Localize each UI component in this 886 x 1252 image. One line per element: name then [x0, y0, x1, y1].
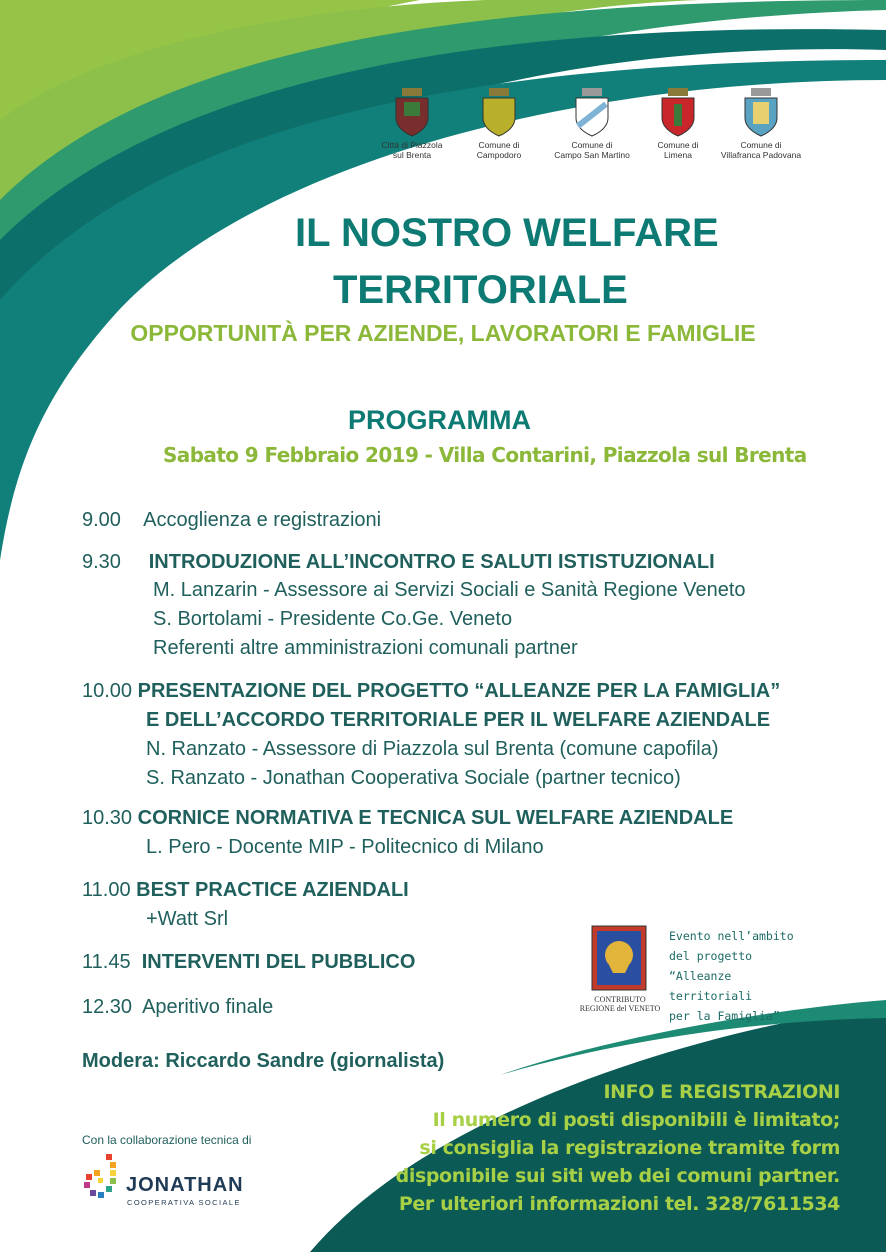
- crest-campo-san-martino-label-1: Comune di: [571, 140, 613, 150]
- crest-limena-label-2: Limena: [664, 150, 692, 160]
- speaker: M. Lanzarin - Assessore ai Servizi Sociali e Sanità Regione Veneto: [153, 579, 746, 601]
- item-title: CORNICE NORMATIVA E TECNICA SUL WELFARE AZIENDALE: [137, 807, 734, 829]
- item-title: Accoglienza e registrazioni: [143, 509, 382, 531]
- regione-veneto-contribution: [577, 923, 817, 1023]
- crest-campo-san-martino-icon: [570, 86, 614, 138]
- schedule-item-6: [82, 948, 415, 976]
- crest-villafranca-label-1: Comune di: [740, 140, 782, 150]
- time: 10.30: [82, 807, 133, 829]
- municipal-crests: [372, 86, 812, 176]
- crest-campo-san-martino: [544, 86, 640, 160]
- crest-piazzola: [372, 86, 452, 160]
- collaboration-label: Con la collaborazione tecnica di: [82, 1133, 252, 1147]
- info-line: disponibile sui siti web dei comuni partner.: [395, 1165, 840, 1187]
- jonathan-name: JONATHAN: [126, 1174, 244, 1196]
- crest-piazzola-label-2: sul Brenta: [392, 150, 432, 160]
- time: 12.30: [82, 996, 133, 1018]
- crest-villafranca-label-2: Villafranca Padovana: [720, 150, 802, 160]
- info-line: Il numero di posti disponibili è limitato;: [432, 1109, 840, 1131]
- event-date-venue: Sabato 9 Febbraio 2019 - Villa Contarini, Piazzola sul Brenta: [163, 443, 807, 467]
- crest-campodoro-label-1: Comune di: [478, 140, 520, 150]
- item-title: INTERVENTI DEL PUBBLICO: [141, 951, 416, 973]
- crest-limena-label-1: Comune di: [657, 140, 699, 150]
- speaker: +Watt Srl: [146, 908, 229, 930]
- item-title: BEST PRACTICE AZIENDALI: [136, 879, 409, 901]
- crest-villafranca-icon: [739, 86, 783, 138]
- time: 11.00: [82, 879, 131, 901]
- programma-heading: PROGRAMMA: [348, 405, 531, 435]
- info-registrazioni: [396, 1078, 840, 1218]
- main-title-line-1: IL NOSTRO WELFARE: [295, 211, 719, 255]
- event-note-line: per la Famiglia”: [669, 1009, 780, 1023]
- crest-campodoro-icon: [477, 86, 521, 138]
- subtitle: OPPORTUNITÀ PER AZIENDE, LAVORATORI E FAMIGLIE: [130, 320, 756, 346]
- crest-campodoro: [464, 86, 534, 160]
- item-title: PRESENTAZIONE DEL PROGETTO “ALLEANZE PER LA FAMIGLIA”: [137, 680, 781, 702]
- schedule-item-1: [82, 506, 381, 534]
- speaker: N. Ranzato - Assessore di Piazzola sul Brenta (comune capofila): [146, 738, 719, 760]
- info-heading: INFO E REGISTRAZIONI: [603, 1081, 840, 1103]
- schedule-item-7: [82, 993, 273, 1021]
- item-title-continued: E DELL’ACCORDO TERRITORIALE PER IL WELFARE AZIENDALE: [146, 709, 771, 731]
- time: 10.00: [82, 680, 133, 702]
- speaker: S. Ranzato - Jonathan Cooperativa Sociale (partner tecnico): [146, 767, 681, 789]
- crest-limena-icon: [656, 86, 700, 138]
- logo-caption-line-1: CONTRIBUTO: [594, 995, 646, 1004]
- crest-piazzola-icon: [390, 86, 434, 138]
- speaker: Referenti altre amministrazioni comunali partner: [153, 637, 578, 659]
- event-note-line: “Alleanze territoriali: [669, 969, 753, 1003]
- schedule-item-2: [82, 548, 715, 576]
- item-title: Aperitivo finale: [142, 996, 274, 1018]
- regione-veneto-caption: [575, 995, 665, 1013]
- jonathan-subtitle: COOPERATIVA SOCIALE: [127, 1198, 241, 1207]
- time: 9.30: [82, 551, 121, 573]
- crest-campodoro-label-2: Campodoro: [476, 150, 522, 160]
- jonathan-logo: [80, 1152, 260, 1212]
- crest-limena: [648, 86, 708, 160]
- info-line: si consiglia la registrazione tramite form: [419, 1137, 840, 1159]
- crest-piazzola-label-1: Città di Piazzola: [381, 140, 443, 150]
- time: 9.00: [82, 509, 121, 531]
- speaker: S. Bortolami - Presidente Co.Ge. Veneto: [153, 608, 513, 630]
- main-title-line-2: TERRITORIALE: [333, 268, 628, 312]
- schedule-item-3: [82, 677, 780, 705]
- speaker: L. Pero - Docente MIP - Politecnico di Milano: [146, 836, 544, 858]
- event-note-line: del progetto: [669, 949, 753, 963]
- jonathan-spiral-icon: [80, 1152, 124, 1208]
- event-note: [669, 926, 817, 1026]
- moderator: Modera: Riccardo Sandre (giornalista): [82, 1050, 445, 1072]
- info-line: Per ulteriori informazioni tel. 328/7611534: [398, 1193, 840, 1215]
- time: 11.45: [82, 951, 131, 973]
- crest-villafranca: [712, 86, 810, 160]
- schedule-item-5: [82, 876, 409, 904]
- regione-veneto-lion-icon: [591, 925, 647, 991]
- crest-campo-san-martino-label-2: Campo San Martino: [554, 150, 630, 160]
- schedule-item-4: [82, 804, 733, 832]
- event-note-line: Evento nell’ambito: [669, 929, 794, 943]
- logo-caption-line-2: REGIONE del VENETO: [579, 1004, 661, 1013]
- item-title: INTRODUZIONE ALL’INCONTRO E SALUTI ISTISTUZIONALI: [148, 551, 715, 573]
